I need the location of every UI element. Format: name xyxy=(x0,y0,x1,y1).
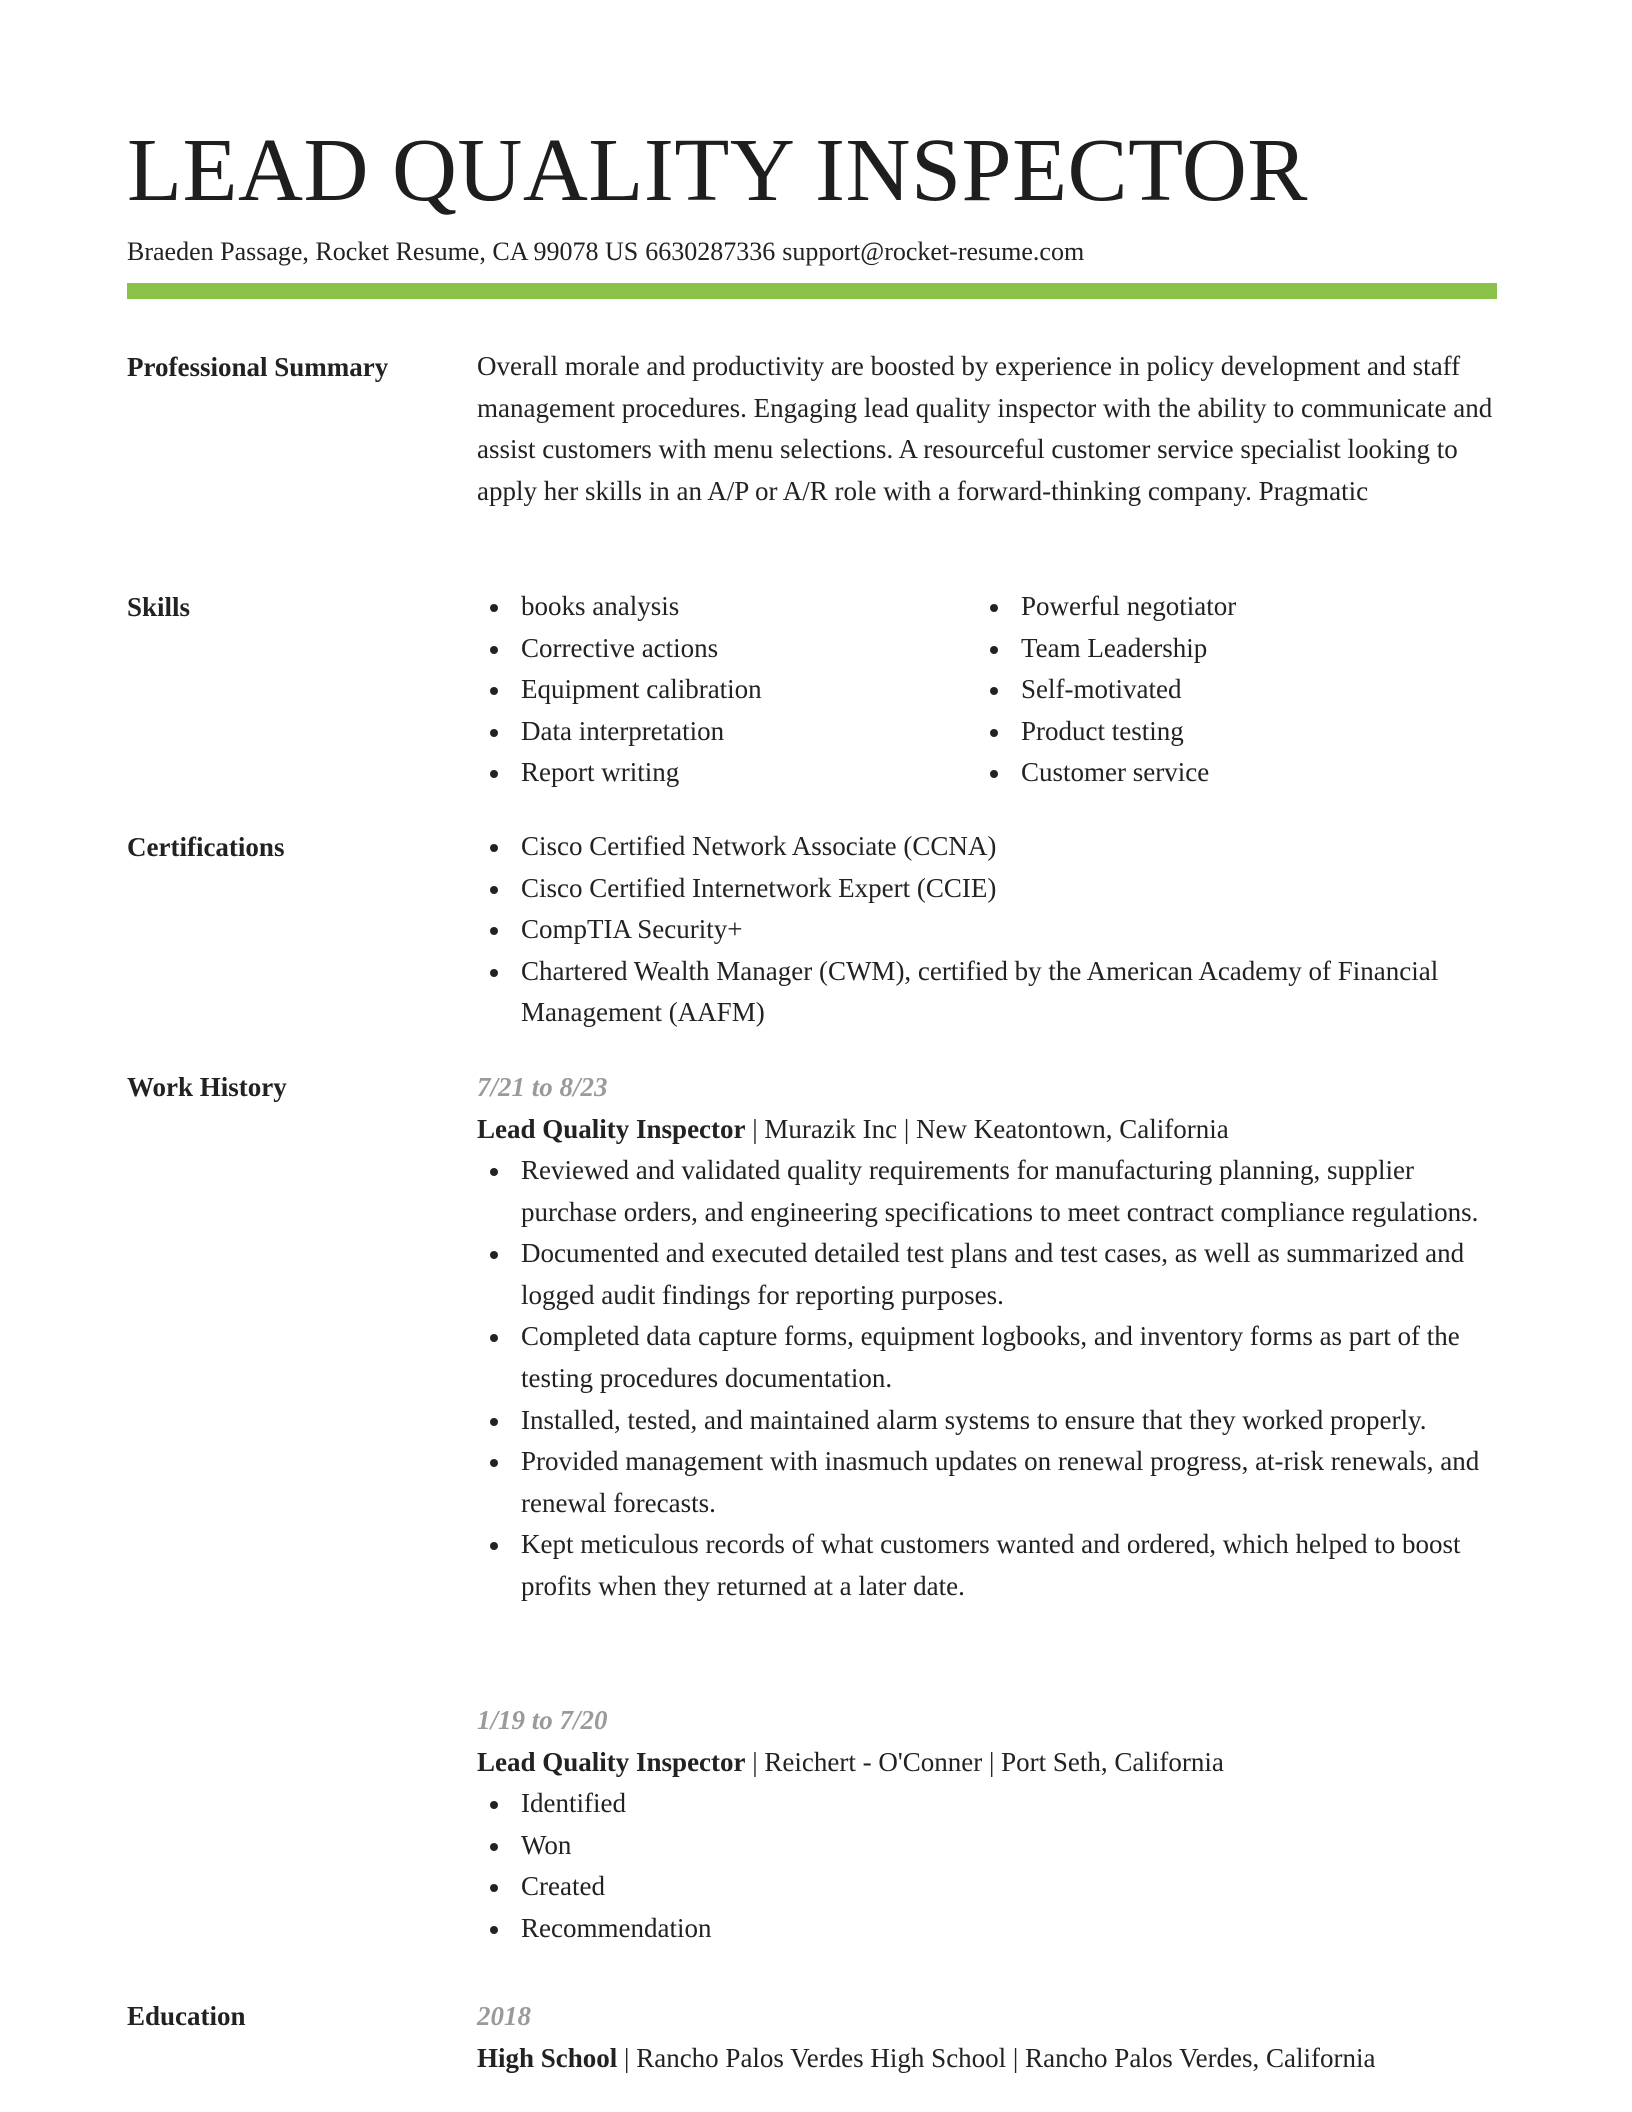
job-bullets xyxy=(477,1783,1497,1949)
education-year: 2018 xyxy=(477,2001,531,2031)
section-title-summary: Professional Summary xyxy=(127,352,389,382)
education-body xyxy=(477,1995,1497,2079)
job-bullet: Reviewed and validated quality requirements for manufacturing planning, supplier purchase orders, and engineering specifications to meet contract compliance regulations. xyxy=(477,1150,1497,1233)
education-details: | Rancho Palos Verdes High School | Rancho Palos Verdes, California xyxy=(617,2043,1376,2073)
certifications-body xyxy=(477,826,1497,1034)
section-title-work-history: Work History xyxy=(127,1072,287,1102)
section-title-education: Education xyxy=(127,2001,246,2031)
job-bullet: Provided management with inasmuch updates on renewal progress, at-risk renewals, and renewal forecasts. xyxy=(477,1441,1497,1524)
job-details: | Reichert - O'Conner | Port Seth, California xyxy=(745,1747,1224,1777)
skill-item: books analysis xyxy=(477,586,977,628)
contact-phone: 6630287336 xyxy=(645,237,776,266)
skill-item: Customer service xyxy=(977,752,1477,794)
contact-address: Braeden Passage, Rocket Resume, CA 99078 US xyxy=(127,237,639,266)
candidate-name: LEAD QUALITY INSPECTOR xyxy=(127,121,1308,220)
work-history-body-2 xyxy=(477,1699,1497,1949)
job-bullet: Completed data capture forms, equipment logbooks, and inventory forms as part of the testing procedures documentation. xyxy=(477,1316,1497,1399)
resume-header xyxy=(127,118,1497,270)
job-bullet: Recommendation xyxy=(477,1908,1497,1950)
education-degree: High School xyxy=(477,2043,618,2073)
contact-email[interactable]: support@rocket-resume.com xyxy=(782,237,1085,266)
job-heading xyxy=(477,1108,1497,1150)
job-details: | Murazik Inc | New Keatontown, California xyxy=(745,1114,1229,1144)
job-bullet: Created xyxy=(477,1866,1497,1908)
skill-item: Report writing xyxy=(477,752,977,794)
skill-item: Team Leadership xyxy=(977,628,1477,670)
work-history-body xyxy=(477,1066,1497,1608)
skills-column-1 xyxy=(477,586,977,794)
section-title-certifications: Certifications xyxy=(127,832,285,862)
certification-item: Cisco Certified Internetwork Expert (CCIE) xyxy=(477,868,1497,910)
job-entry xyxy=(477,1066,1497,1608)
job-bullet: Documented and executed detailed test plans and test cases, as well as summarized and logged audit findings for reporting purposes. xyxy=(477,1233,1497,1316)
certification-item: Chartered Wealth Manager (CWM), certified by the American Academy of Financial Management (AAFM) xyxy=(477,951,1497,1034)
contact-line xyxy=(127,234,1497,270)
skill-item: Product testing xyxy=(977,711,1477,753)
job-title: Lead Quality Inspector xyxy=(477,1747,746,1777)
job-entry xyxy=(477,1699,1497,1949)
job-bullet: Kept meticulous records of what customers wanted and ordered, which helped to boost profits when they returned at a later date. xyxy=(477,1524,1497,1607)
job-bullet: Identified xyxy=(477,1783,1497,1825)
job-bullet: Installed, tested, and maintained alarm systems to ensure that they worked properly. xyxy=(477,1400,1497,1442)
skill-item: Self-motivated xyxy=(977,669,1477,711)
skill-item: Equipment calibration xyxy=(477,669,977,711)
certification-item: CompTIA Security+ xyxy=(477,909,1497,951)
header-divider xyxy=(127,283,1497,299)
skills-column-2 xyxy=(977,586,1477,794)
job-heading xyxy=(477,1741,1497,1783)
job-bullets xyxy=(477,1150,1497,1608)
section-title-skills: Skills xyxy=(127,592,191,622)
summary-text: Overall morale and productivity are boosted by experience in policy development and staff management procedures. Engaging lead quality inspector with the ability to communicate and assist customers with menu selections. A resourceful customer service specialist looking to apply her skills in an A/P or A/R role with a forward-thinking company. Pragmatic xyxy=(477,351,1493,506)
certification-item: Cisco Certified Network Associate (CCNA) xyxy=(477,826,1497,868)
job-dates: 1/19 to 7/20 xyxy=(477,1705,608,1735)
job-bullet: Won xyxy=(477,1825,1497,1867)
certifications-list xyxy=(477,826,1497,1034)
job-title: Lead Quality Inspector xyxy=(477,1114,746,1144)
job-dates: 7/21 to 8/23 xyxy=(477,1072,608,1102)
education-heading xyxy=(477,2037,1497,2079)
skill-item: Powerful negotiator xyxy=(977,586,1477,628)
skill-item: Corrective actions xyxy=(477,628,977,670)
skills-grid xyxy=(477,586,1497,794)
skill-item: Data interpretation xyxy=(477,711,977,753)
